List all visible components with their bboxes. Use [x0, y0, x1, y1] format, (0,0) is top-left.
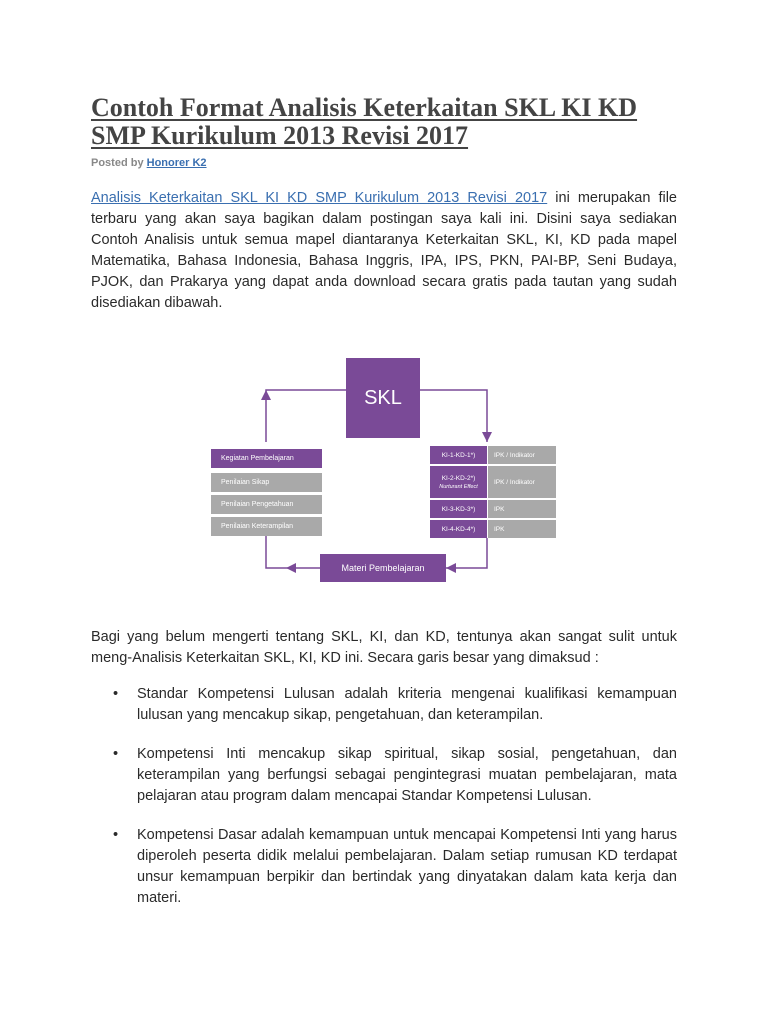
ki-kd-2-label: KI-2-KD-2*) — [441, 474, 476, 482]
author-link[interactable]: Honorer K2 — [146, 157, 207, 169]
definition-list — [91, 684, 677, 909]
left-item-kegiatan: Kegiatan Pembelajaran — [211, 449, 322, 468]
ipk-4: IPK — [488, 520, 556, 538]
post-meta — [91, 157, 207, 169]
arrow-skl-right — [420, 390, 487, 442]
ki-kd-3 — [430, 500, 487, 518]
ki-kd-3-label: KI-3-KD-3*) — [441, 505, 476, 513]
posted-by-label: Posted by — [91, 157, 144, 169]
intro-paragraph — [91, 188, 677, 314]
ki-kd-4-label: KI-4-KD-4*) — [441, 525, 476, 533]
intro-text: ini merupakan file terbaru yang akan saya bagikan dalam postingan saya kali ini. Disini saya sediakan Contoh Analisis untuk semua mapel diantaranya Keterkaitan SKL, KI, KD pada mapel Matematika, Bahasa Indonesia, Bahasa Inggris, IPA, IPS, PKN, PAI-BP, Seni Budaya, PJOK, dan Prakarya yang dapat anda download secara gratis pada tautan yang sudah disediakan dibawah. — [91, 190, 677, 311]
ipk-1: IPK / Indikator — [488, 446, 556, 464]
skl-ki-kd-diagram — [200, 350, 568, 590]
arrowhead-left-up — [261, 390, 271, 400]
bullet-marker: • — [113, 686, 119, 702]
materi-box: Materi Pembelajaran — [320, 554, 446, 582]
paragraph-2: Bagi yang belum mengerti tentang SKL, KI, dan KD, tentunya akan sangat sulit untuk meng-Analisis Keterkaitan SKL, KI, KD ini. Secara garis besar yang dimaksud : — [91, 629, 677, 666]
nurturant-effect-label: Nurturant Effect — [439, 483, 478, 490]
bullet-marker: • — [113, 827, 119, 843]
list-item — [91, 684, 677, 726]
arrow-right-materi — [446, 538, 487, 568]
intro-link[interactable]: Analisis Keterkaitan SKL KI KD SMP Kurikulum 2013 Revisi 2017 — [91, 190, 548, 206]
list-item-text: Standar Kompetensi Lulusan adalah kriteria mengenai kualifikasi kemampuan lulusan yang mencakup sikap, pengetahuan, dan keterampilan. — [137, 686, 677, 723]
list-item-text: Kompetensi Dasar adalah kemampuan untuk mencapai Kompetensi Inti yang harus diperoleh peserta didik melalui pembelajaran. Dalam setiap rumusan KD terdapat unsur kemampuan berpikir dan bertindak yang dinyatakan dalam kata kerja dan materi. — [137, 827, 677, 906]
ipk-3: IPK — [488, 500, 556, 518]
ki-kd-1 — [430, 446, 487, 464]
arrowhead-materi-in — [446, 563, 456, 573]
list-item — [91, 825, 677, 909]
page-title[interactable]: Contoh Format Analisis Keterkaitan SKL KI KD SMP Kurikulum 2013 Revisi 2017 — [91, 93, 638, 150]
left-item-pengetahuan: Penilaian Pengetahuan — [211, 495, 322, 514]
left-item-keterampilan: Penilaian Keterampilan — [211, 517, 322, 536]
ki-kd-2 — [430, 466, 487, 498]
ki-kd-1-label: KI-1-KD-1*) — [441, 451, 476, 459]
bullet-marker: • — [113, 746, 119, 762]
skl-box: SKL — [346, 358, 420, 438]
arrowhead-left-mid — [286, 563, 296, 573]
ipk-2: IPK / Indikator — [488, 466, 556, 498]
arrow-skl-left — [266, 390, 346, 442]
list-item — [91, 744, 677, 807]
arrowhead-right-down — [482, 432, 492, 442]
left-item-sikap: Penilaian Sikap — [211, 473, 322, 492]
list-item-text: Kompetensi Inti mencakup sikap spiritual, sikap sosial, pengetahuan, dan keterampilan yang berfungsi sebagai pengintegrasi muatan pembelajaran, mata pelajaran atau program dalam mencapai Standar Kompetensi Lulusan. — [137, 746, 677, 804]
ki-kd-4 — [430, 520, 487, 538]
